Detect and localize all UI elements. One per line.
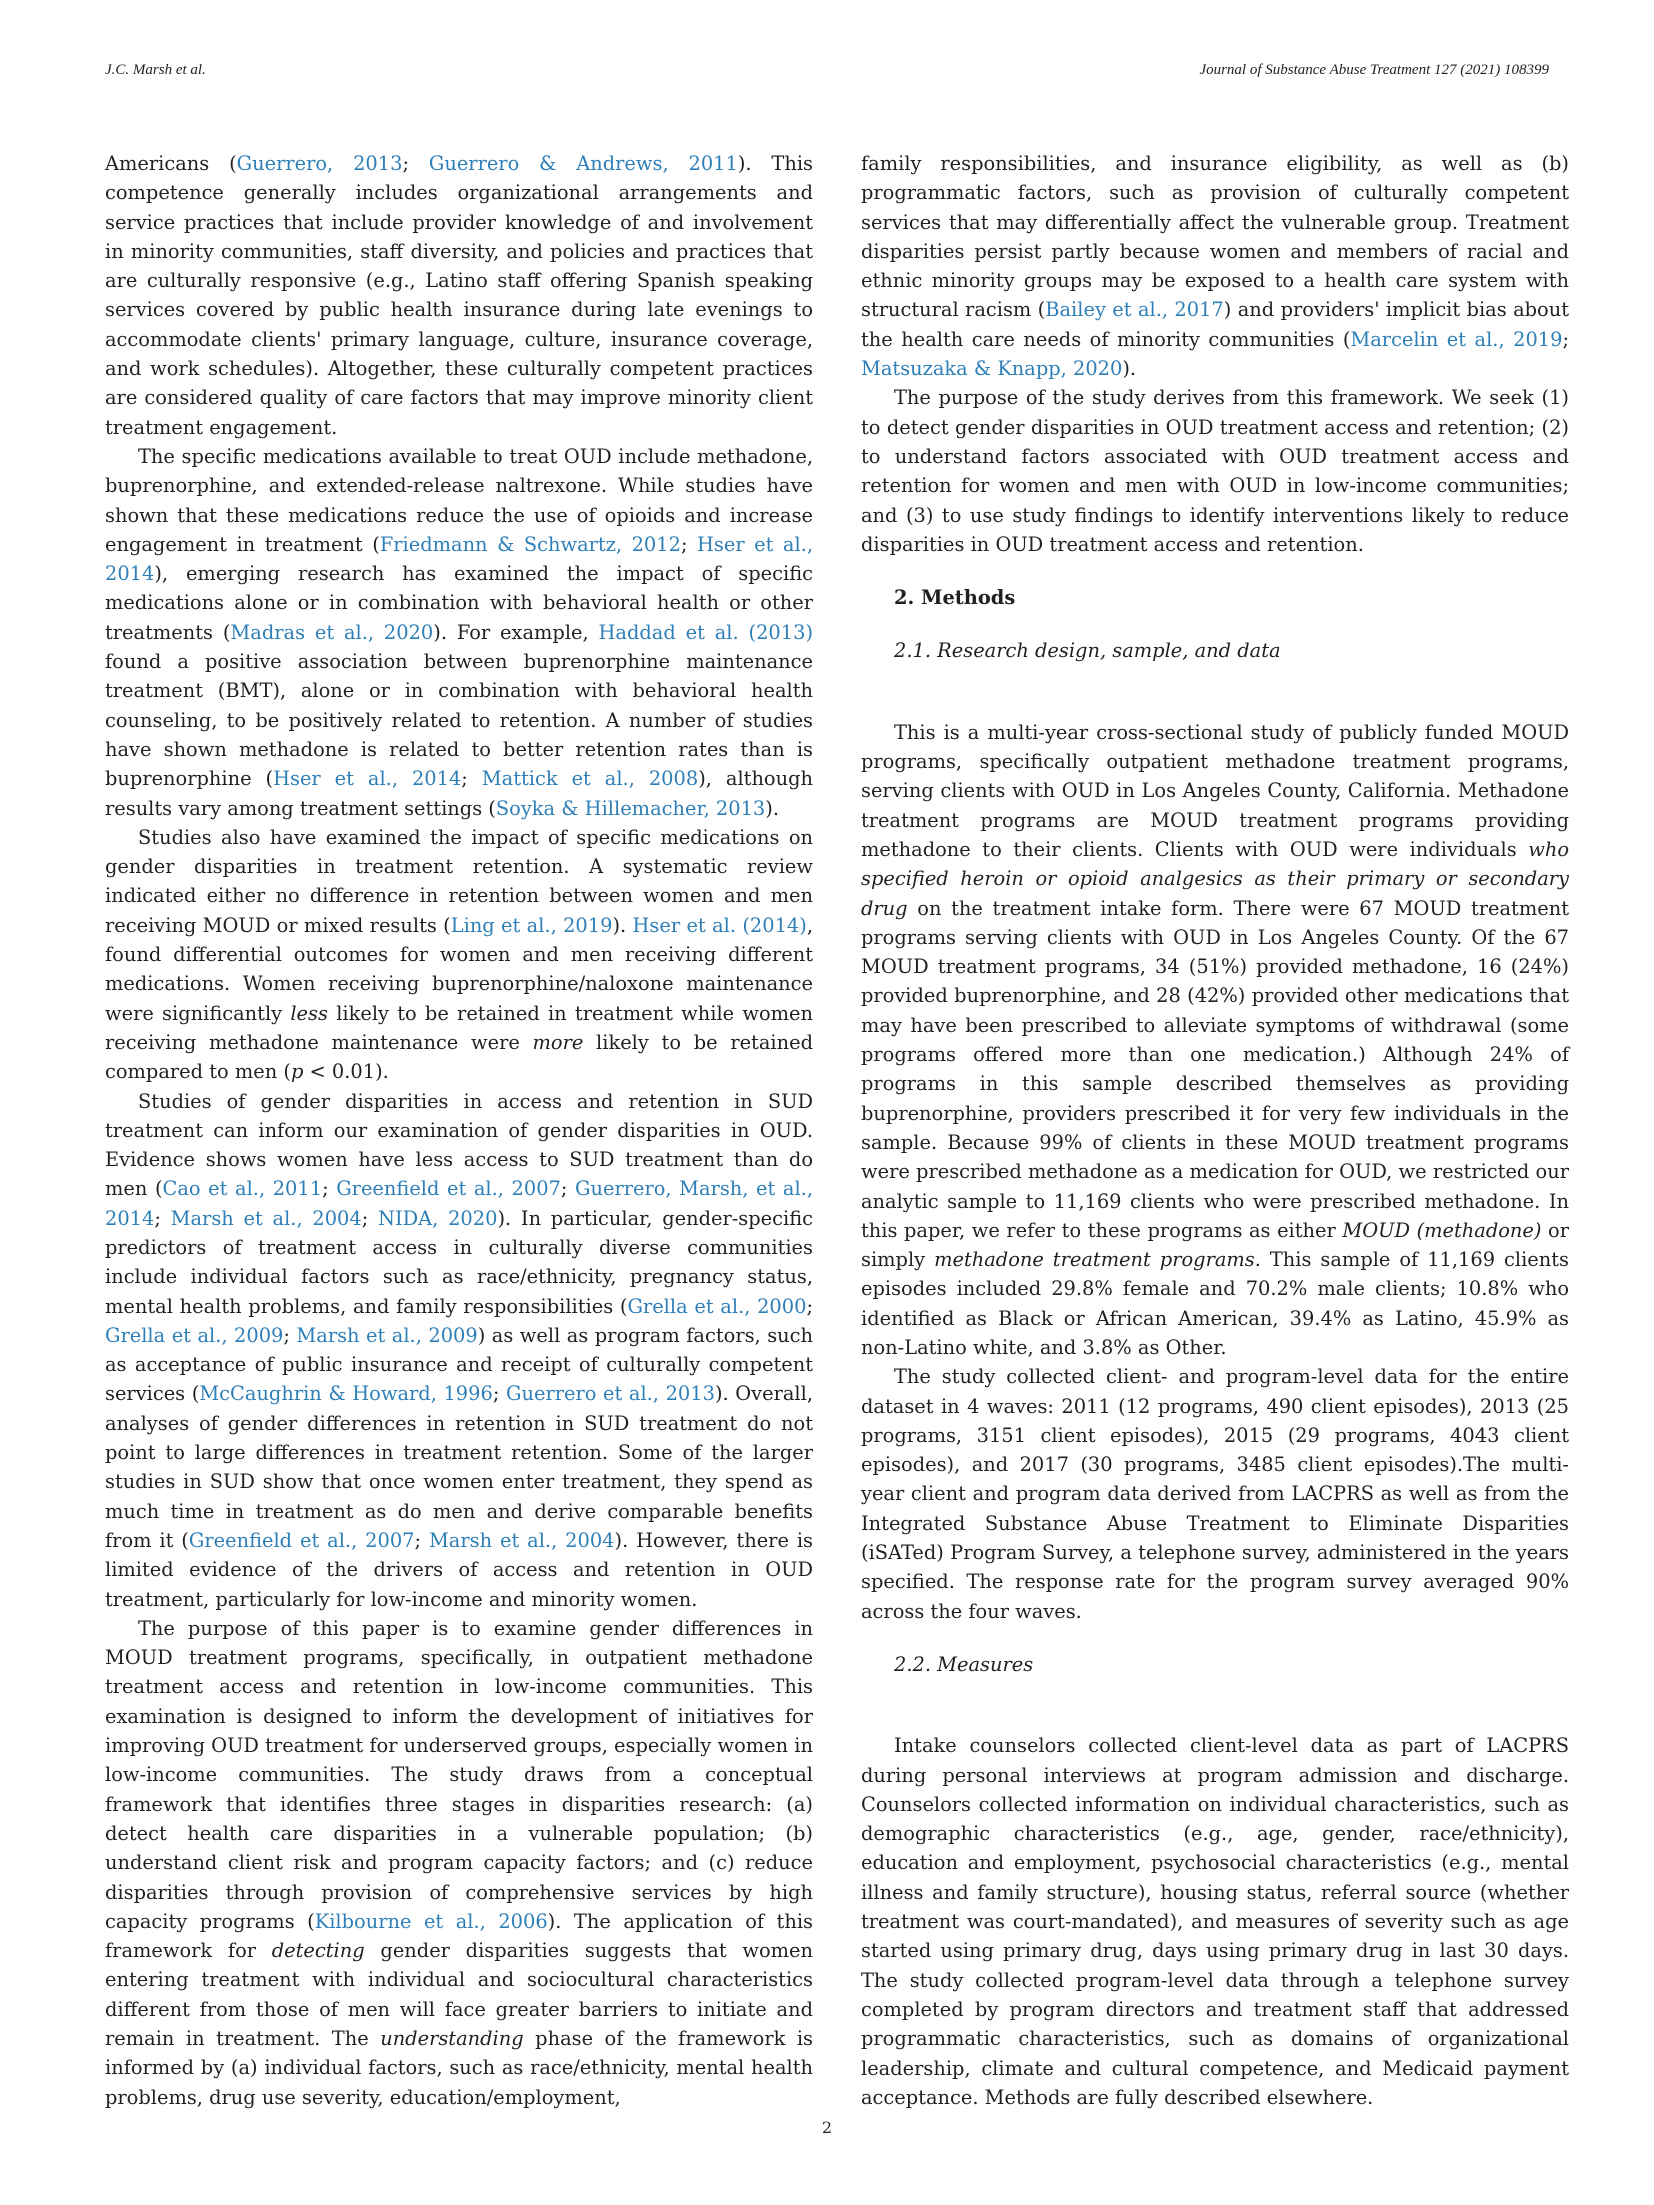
body-text: or simply [861, 1218, 1569, 1272]
body-text: ). In particular, gender-specific predictors of treatment access in culturally diverse communities include individual factors such as race/ethnicity, pregnancy status, mental health problems, and family responsibilities ( [105, 1206, 813, 1318]
body-text: Studies of gender disparities in access and retention in SUD treatment can inform our examination of gender disparities in OUD. Evidence shows women have less access to SUD treatment than do men ( [105, 1089, 813, 1201]
body-text: ; [1562, 327, 1569, 351]
body-text: This sample of 11,169 clients episodes included 29.8% female and 70.2% male clients; 10.8% who identified as Black or African American, 39.4% as Latino, 45.9% as non-Latino white, and 3.8% as Other. [861, 1248, 1569, 1359]
citation-link[interactable]: Ling et al., 2019 [450, 913, 613, 937]
citation-link[interactable]: Marcelin et al., 2019 [1350, 327, 1563, 351]
paragraph [861, 149, 1569, 383]
body-text: ; [322, 1177, 337, 1201]
body-text: This is a multi-year cross-sectional study of publicly funded MOUD programs, specifically outpatient methadone treatment programs, serving clients with OUD in Los Angeles County, California. Methadone treatment programs are MOUD treatment programs providing methadone to their clients. Clients with OUD were individuals [861, 720, 1569, 861]
header-journal: Journal of Substance Abuse Treatment 127 (2021) 108399 [1199, 62, 1549, 78]
subsection-heading-research-design: 2.1. Research design, sample, and data [894, 639, 1281, 663]
body-text: Americans ( [105, 152, 237, 175]
body-text: likely to be retained compared to men ( [105, 1030, 813, 1084]
body-text: < 0.01). [303, 1060, 389, 1084]
body-text: phase of the framework is informed by (a) individual factors, such as race/ethnicity, mental health problems, drug use severity, education/employment, [105, 2027, 813, 2109]
body-text: ; [361, 1206, 378, 1230]
body-text: The study collected client- and program-level data for the entire dataset in 4 waves: 2011 (12 programs, 490 client episodes), 2013 (25 programs, 3151 client episodes), 2015 (29 programs, 4043 client episodes), and 2017 (30 programs, 3485 client episodes).The multi-year client and program data derived from LACPRS as well as from the Integrated Substance Abuse Treatment to Eliminate Disparities (iSATed) Program Survey, a telephone survey, administered in the years specified. The response rate for the program survey averaged 90% across the four waves. [861, 1365, 1569, 1623]
body-text: ) as well as program factors, such as acceptance of public insurance and receipt of culturally competent services ( [105, 1323, 813, 1406]
emphasis-text: who specified heroin or opioid analgesics as their primary or secondary drug [861, 837, 1569, 920]
paragraph [861, 383, 1569, 559]
running-header [105, 62, 1549, 86]
page-number: 2 [821, 2118, 833, 2137]
body-text: ). For example, [433, 620, 599, 644]
paragraph [105, 1087, 813, 1614]
body-text: , found differential outcomes for women and men receiving different medications. Women receiving buprenorphine/naloxone maintenance were significantly [105, 913, 813, 1025]
paragraph [105, 149, 813, 442]
citation-link[interactable]: Greenfield et al., 2007 [188, 1528, 415, 1552]
paragraph [105, 442, 813, 823]
citation-link[interactable]: McCaughrin & Howard, 1996 [199, 1382, 493, 1406]
left-column [105, 149, 813, 2112]
citation-link[interactable]: Marsh et al., 2004 [170, 1206, 362, 1230]
body-text: ; [283, 1323, 297, 1347]
emphasis-text: p [290, 1060, 304, 1084]
body-text: The specific medications available to treat OUD include methadone, buprenorphine, and extended-release naltrexone. While studies have shown that these medications reduce the use of opioids and increase engagement in treatment ( [105, 444, 813, 556]
emphasis-text: MOUD (methadone) [1342, 1218, 1542, 1242]
citation-link[interactable]: Hser et al. (2014) [632, 913, 807, 937]
citation-link[interactable]: Grella et al., 2009 [105, 1323, 284, 1347]
right-column [861, 149, 1569, 2112]
citation-link[interactable]: Mattick et al., 2008 [481, 767, 699, 791]
body-text: ; [461, 767, 482, 791]
body-text: ). [612, 913, 633, 937]
body-text: ). [1122, 357, 1137, 381]
paragraph [861, 1362, 1569, 1626]
body-text: ; [560, 1177, 575, 1201]
body-text: ). [765, 796, 779, 820]
emphasis-text: understanding [380, 2027, 524, 2050]
citation-link[interactable]: Greenfield et al., 2007 [336, 1177, 561, 1201]
body-text: likely to be retained in treatment while women receiving methadone maintenance were [105, 1001, 813, 1054]
citation-link[interactable]: Marsh et al., 2009 [296, 1323, 478, 1347]
citation-link[interactable]: Hser et al., 2014 [273, 767, 462, 791]
body-text: found a positive association between buprenorphine maintenance treatment (BMT), alone or in combination with behavioral health counseling, to be positively related to retention. A number of studies have shown methadone is related to better retention rates than is buprenorphine ( [105, 650, 813, 791]
emphasis-text: detecting [271, 1939, 365, 1963]
citation-link[interactable]: Matsuzaka & Knapp, 2020 [861, 357, 1123, 381]
body-text: ; [414, 1528, 429, 1552]
body-text: ; [680, 532, 698, 556]
citation-link[interactable]: Kilbourne et al., 2006 [314, 1909, 548, 1933]
body-text: ) and providers' implicit bias about the health care needs of minority communities ( [861, 298, 1569, 351]
citation-link[interactable]: Madras et al., 2020 [230, 620, 434, 644]
body-text: The purpose of the study derives from this framework. We seek (1) to detect gender disparities in OUD treatment access and retention; (2) to understand factors associated with OUD treatment access and retention for women and men with OUD in low-income communities; and (3) to use study findings to identify interventions likely to reduce disparities in OUD treatment access and retention. [861, 386, 1569, 556]
section-heading-methods: 2. Methods [894, 586, 1016, 610]
citation-link[interactable]: Guerrero, Marsh, et al., 2014 [105, 1177, 813, 1230]
paragraph [861, 718, 1569, 1363]
body-text: ; [806, 1294, 813, 1318]
citation-link[interactable]: Hser et al., 2014 [105, 532, 814, 586]
subsection-heading-measures: 2.2. Measures [894, 1652, 1034, 1676]
citation-link[interactable]: Guerrero, 2013 [236, 152, 403, 175]
paragraph [105, 823, 813, 1087]
body-text: ). This competence generally includes organizational arrangements and service practices that include provider knowledge of and involvement in minority communities, staff diversity, and policies and practices that are culturally responsive (e.g., Latino staff offering Spanish speaking services covered by public health insurance during late evenings to accommodate clients' primary language, culture, insurance coverage, and work schedules). Altogether, these culturally competent practices are considered quality of care factors that may improve minority client treatment engagement. [105, 152, 813, 439]
emphasis-text: less [290, 1001, 328, 1025]
citation-link[interactable]: NIDA, 2020 [378, 1206, 498, 1230]
emphasis-text: methadone treatment programs. [934, 1248, 1261, 1272]
citation-link[interactable]: Guerrero et al., 2013 [505, 1382, 715, 1406]
body-text: ; [492, 1382, 506, 1406]
body-text: ; [154, 1206, 171, 1230]
body-text: The purpose of this paper is to examine gender differences in MOUD treatment programs, specifically, in outpatient methadone treatment access and retention in low-income communities. This examination is designed to inform the development of initiatives for improving OUD treatment for underserved groups, especially women in low-income communities. The study draws from a conceptual framework that identifies three stages in disparities research: (a) detect health care disparities in a vulnerable population; (b) understand client risk and program capacity factors; and (c) reduce disparities through provision of comprehensive services by high capacity programs ( [105, 1616, 813, 1933]
body-text: ; [402, 152, 429, 175]
citation-link[interactable]: Guerrero & Andrews, 2011 [428, 152, 738, 175]
body-text: Studies also have examined the impact of specific medications on gender disparities in treatment retention. A systematic review indicated either no difference in retention between women and men receiving MOUD or mixed results ( [105, 825, 813, 937]
body-text: ). However, there is limited evidence of the drivers of access and retention in OUD treatment, particularly for low-income and minority women. [105, 1528, 813, 1611]
citation-link[interactable]: Bailey et al., 2017 [1045, 298, 1224, 322]
paragraph [105, 1614, 813, 2112]
body-text: family responsibilities, and insurance eligibility, as well as (b) programmatic factors, such as provision of culturally competent services that may differentially affect the vulnerable group. Treatment disparities persist partly because women and members of racial and ethnic minority groups may be exposed to a health care system with structural racism ( [861, 152, 1569, 322]
citation-link[interactable]: Grella et al., 2000 [627, 1294, 807, 1318]
citation-link[interactable]: Marsh et al., 2004 [428, 1528, 615, 1552]
body-text: ), although results vary among treatment settings ( [105, 767, 813, 820]
body-text: ), emerging research has examined the impact of specific medications alone or in combination with behavioral health or other treatments ( [105, 562, 813, 644]
body-text: ). Overall, analyses of gender differences in retention in SUD treatment do not point to large differences in treatment retention. Some of the larger studies in SUD show that once women enter treatment, they spend as much time in treatment as do men and derive comparable benefits from it ( [105, 1382, 814, 1552]
citation-link[interactable]: Soyka & Hillemacher, 2013 [495, 796, 766, 820]
body-text: gender disparities suggests that women entering treatment with individual and sociocultural characteristics different from those of men will face greater barriers to initiate and remain in treatment. The [105, 1939, 813, 2050]
citation-link[interactable]: Friedmann & Schwartz, 2012 [379, 532, 681, 556]
header-authors: J.C. Marsh et al. [105, 62, 206, 78]
body-text: ). The application of this framework for [105, 1909, 813, 1963]
citation-link[interactable]: Haddad et al. (2013) [598, 620, 814, 644]
body-text: on the treatment intake form. There were 67 MOUD treatment programs serving clients with OUD in Los Angeles County. Of the 67 MOUD treatment programs, 34 (51%) provided methadone, 16 (24%) provided buprenorphine, and 28 (42%) provided other medications that may have been prescribed to alleviate symptoms of withdrawal (some programs offered more than one medication.) Although 24% of programs in this sample described themselves as providing buprenorphine, providers prescribed it for very few individuals in the sample. Because 99% of clients in these MOUD treatment programs were prescribed methadone as a medication for OUD, we restricted our analytic sample to 11,169 clients who were prescribed methadone. In this paper, we refer to these programs as either [861, 896, 1569, 1242]
body-text: Intake counselors collected client-level data as part of LACPRS during personal interviews at program admission and discharge. Counselors collected information on individual characteristics, such as demographic characteristics (e.g., age, gender, race/ethnicity), education and employment, psychosocial characteristics (e.g., mental illness and family structure), housing status, referral source (whether treatment was court-mandated), and measures of severity such as age started using primary drug, days using primary drug in last 30 days. The study collected program-level data through a telephone survey completed by program directors and treatment staff that addressed programmatic characteristics, such as domains of organizational leadership, climate and cultural competence, and Medicaid payment acceptance. Methods are fully described elsewhere. [861, 1734, 1569, 2109]
emphasis-text: more [532, 1030, 584, 1054]
paragraph [861, 1731, 1569, 2112]
citation-link[interactable]: Cao et al., 2011 [162, 1177, 323, 1201]
